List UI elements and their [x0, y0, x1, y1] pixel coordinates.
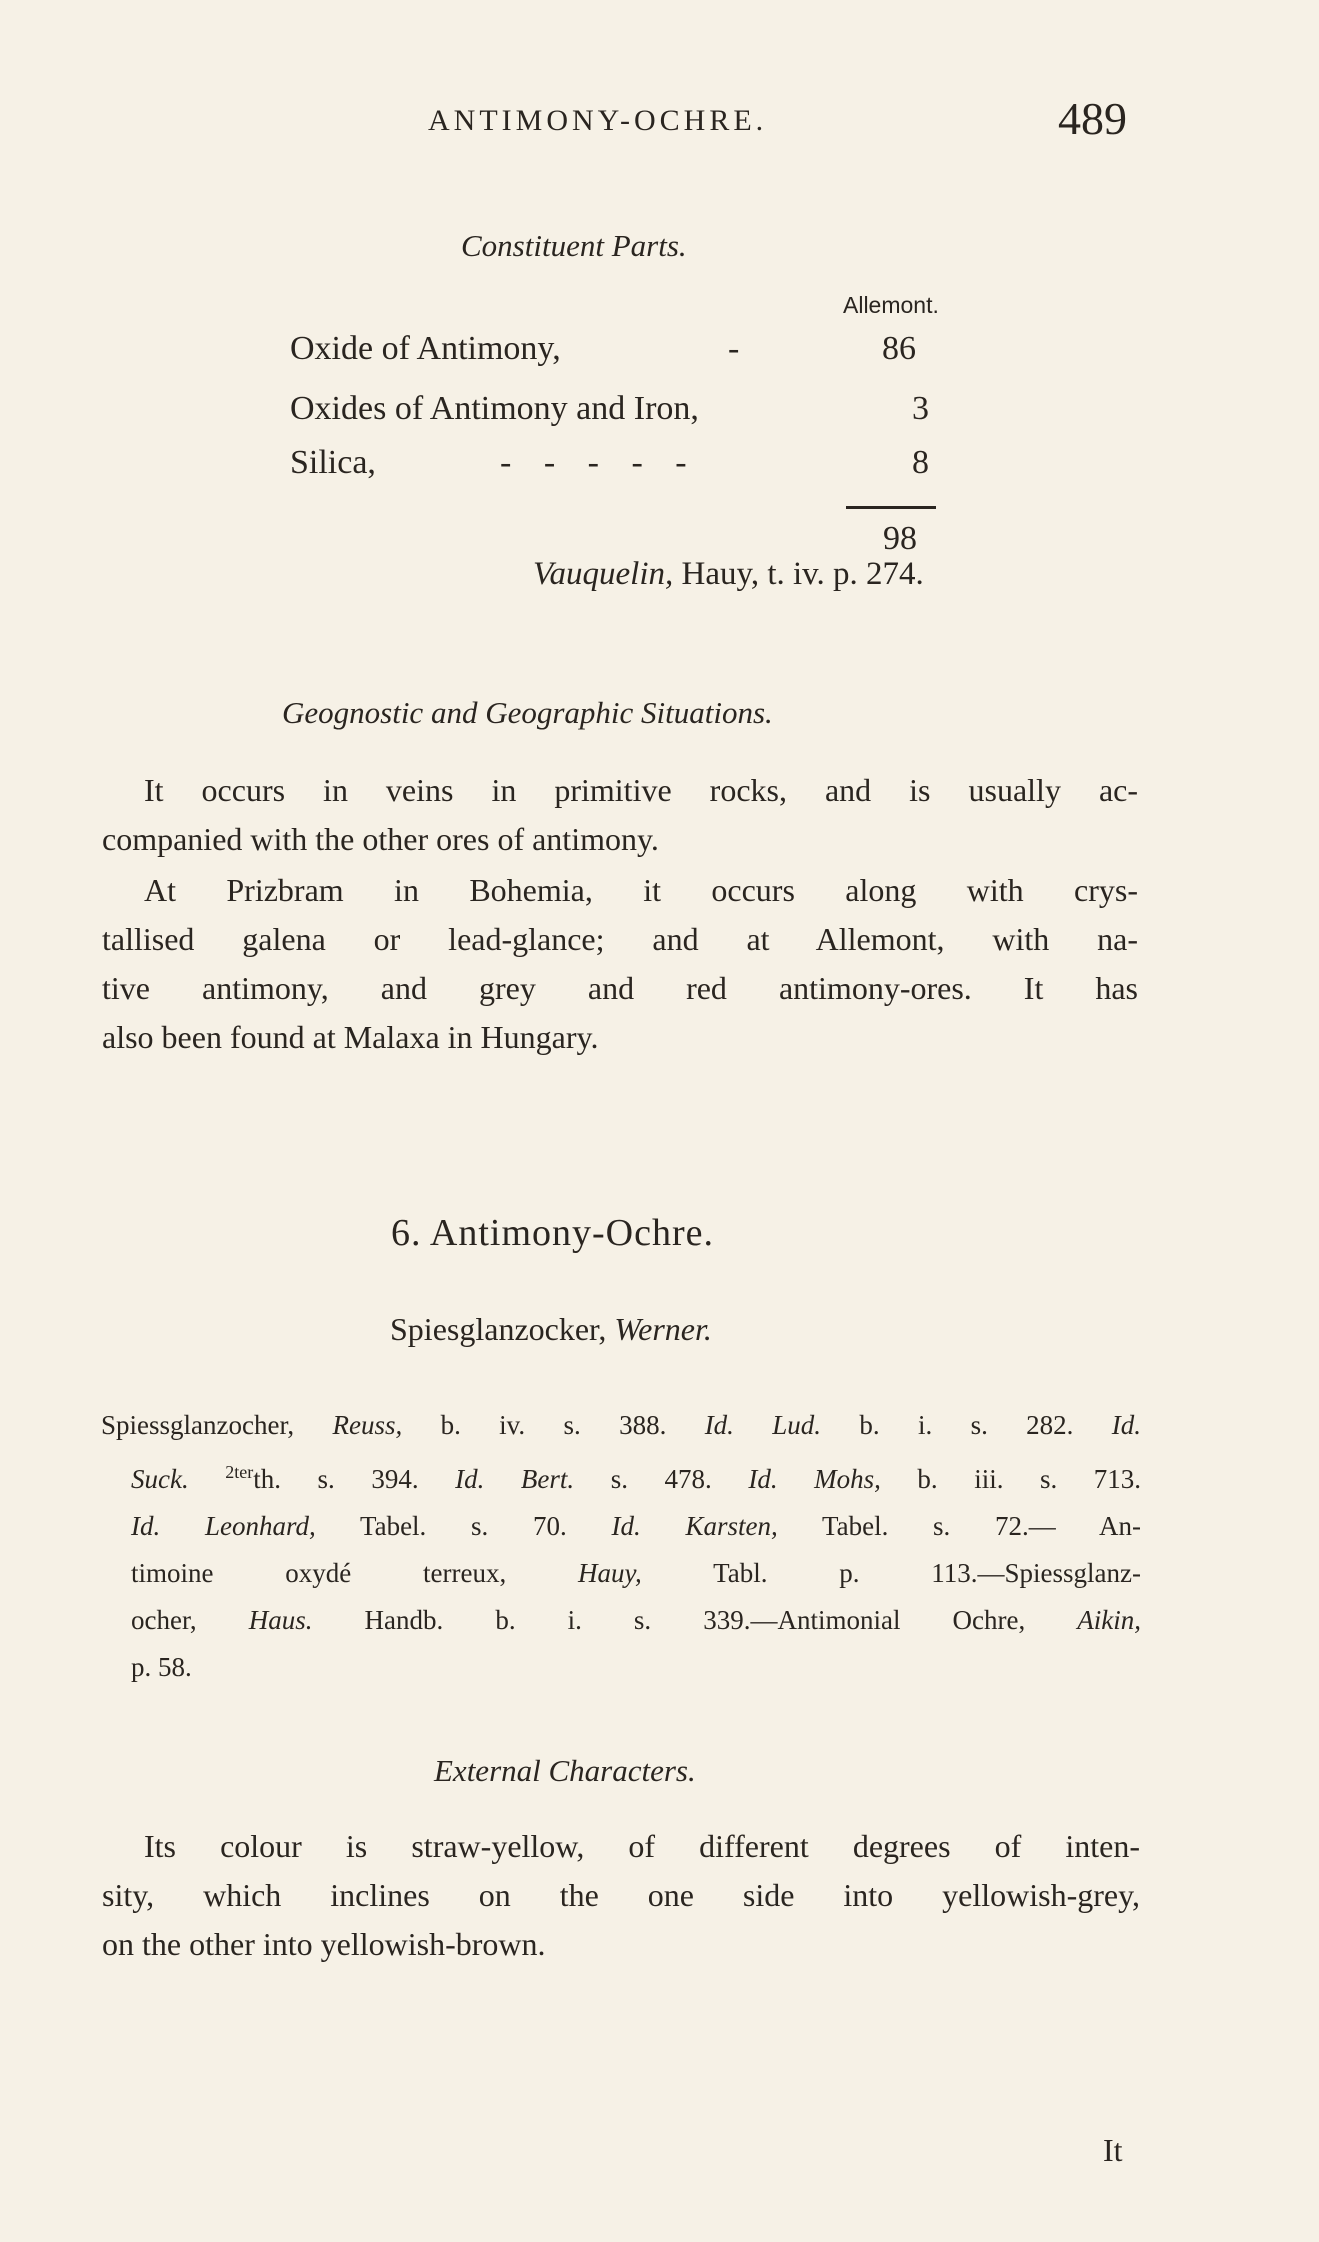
author: Hauy, — [578, 1558, 642, 1588]
author: Id. Bert. — [455, 1464, 575, 1494]
author: Aikin, — [1077, 1605, 1142, 1635]
synonymy-line — [101, 1597, 1141, 1644]
geognostic-paragraph-1 — [102, 766, 1138, 864]
synonym: timoine oxydé terreux, — [131, 1558, 507, 1588]
synonymy-line — [101, 1503, 1141, 1550]
row-dashes: - — [728, 330, 741, 367]
subtitle-authority: Werner. — [614, 1311, 712, 1347]
constituent-parts-heading: Constituent Parts. — [461, 228, 687, 263]
citation-reference: Hauy, t. iv. p. 274. — [681, 556, 924, 592]
text-line: Its colour is straw-yellow, of different degrees of inten- — [144, 1828, 1140, 1864]
geognostic-heading: Geognostic and Geographic Situations. — [282, 695, 773, 730]
reference: s. 478. — [610, 1464, 712, 1494]
external-characters-heading: External Characters. — [434, 1753, 696, 1788]
citation-author: Vauquelin, — [533, 556, 674, 592]
author: Suck. — [131, 1464, 189, 1494]
row-value: 8 — [912, 444, 929, 481]
section-title: 6. Antimony-Ochre. — [391, 1212, 715, 1254]
synonymy-line — [101, 1550, 1141, 1597]
table-row — [290, 330, 950, 370]
row-label: Oxide of Antimony, — [290, 330, 561, 367]
author: Id. Leonhard, — [131, 1511, 316, 1541]
synonymy-line: p. 58. — [131, 1652, 192, 1682]
text-line: on the other into yellowish-brown. — [102, 1926, 546, 1962]
analysis-citation — [533, 556, 924, 593]
reference: th. s. 394. — [253, 1464, 419, 1494]
text-line: sity, which inclines on the one side into yellowish-grey, — [102, 1877, 1140, 1913]
synonymy-line — [101, 1449, 1141, 1503]
geognostic-paragraph-2 — [102, 866, 1138, 1062]
running-head: ANTIMONY-OCHRE. — [428, 104, 768, 137]
synonymy-block — [101, 1402, 1141, 1691]
reference: b. iii. s. 713. — [917, 1464, 1142, 1494]
catchword: It — [1103, 2132, 1123, 2168]
table-row — [290, 444, 950, 484]
author: Id. Mohs, — [748, 1464, 881, 1494]
author: Haus. — [248, 1605, 313, 1635]
text-line: companied with the other ores of antimony. — [102, 821, 659, 857]
row-dashes: - - - - - — [500, 444, 688, 481]
reference: b. iv. s. 388. — [440, 1410, 667, 1440]
row-label: Oxides of Antimony and Iron, — [290, 390, 699, 427]
synonymy-line — [101, 1402, 1141, 1449]
text-line: tive antimony, and grey and red antimony-ores. It has — [102, 970, 1138, 1006]
table-row — [290, 390, 950, 430]
analysis-column-header: Allemont. — [843, 292, 939, 318]
text-line: It occurs in veins in primitive rocks, and is usually ac- — [144, 772, 1138, 808]
page-number: 489 — [1058, 93, 1127, 144]
row-value: 3 — [912, 390, 929, 427]
external-paragraph — [102, 1822, 1140, 1969]
reference: Tabel. s. 72.— An- — [822, 1511, 1142, 1541]
text-line: also been found at Malaxa in Hungary. — [102, 1019, 599, 1055]
synonym: Spiessglanzocher, — [101, 1410, 295, 1440]
row-label: Silica, — [290, 444, 376, 481]
subtitle-name: Spiesglanzocker, — [390, 1311, 607, 1347]
text-line: tallised galena or lead-glance; and at Allemont, with na- — [102, 921, 1138, 957]
text-line: At Prizbram in Bohemia, it occurs along with crys- — [144, 872, 1138, 908]
author: Id. — [1111, 1410, 1142, 1440]
reference: Handb. b. i. s. 339.—Antimonial Ochre, — [364, 1605, 1026, 1635]
reference: b. i. s. 282. — [859, 1410, 1074, 1440]
reference: Tabel. s. 70. — [359, 1511, 567, 1541]
synonym: ocher, — [131, 1605, 197, 1635]
edition-superscript: 2ter — [225, 1462, 254, 1482]
reference: Tabl. p. 113.—Spiessglanz- — [713, 1558, 1141, 1588]
row-value: 86 — [882, 330, 916, 367]
section-subtitle — [390, 1311, 712, 1348]
sum-rule — [846, 506, 936, 509]
author: Id. Lud. — [704, 1410, 822, 1440]
author: Id. Karsten, — [611, 1511, 778, 1541]
analysis-total: 98 — [883, 520, 917, 557]
author: Reuss, — [332, 1410, 403, 1440]
